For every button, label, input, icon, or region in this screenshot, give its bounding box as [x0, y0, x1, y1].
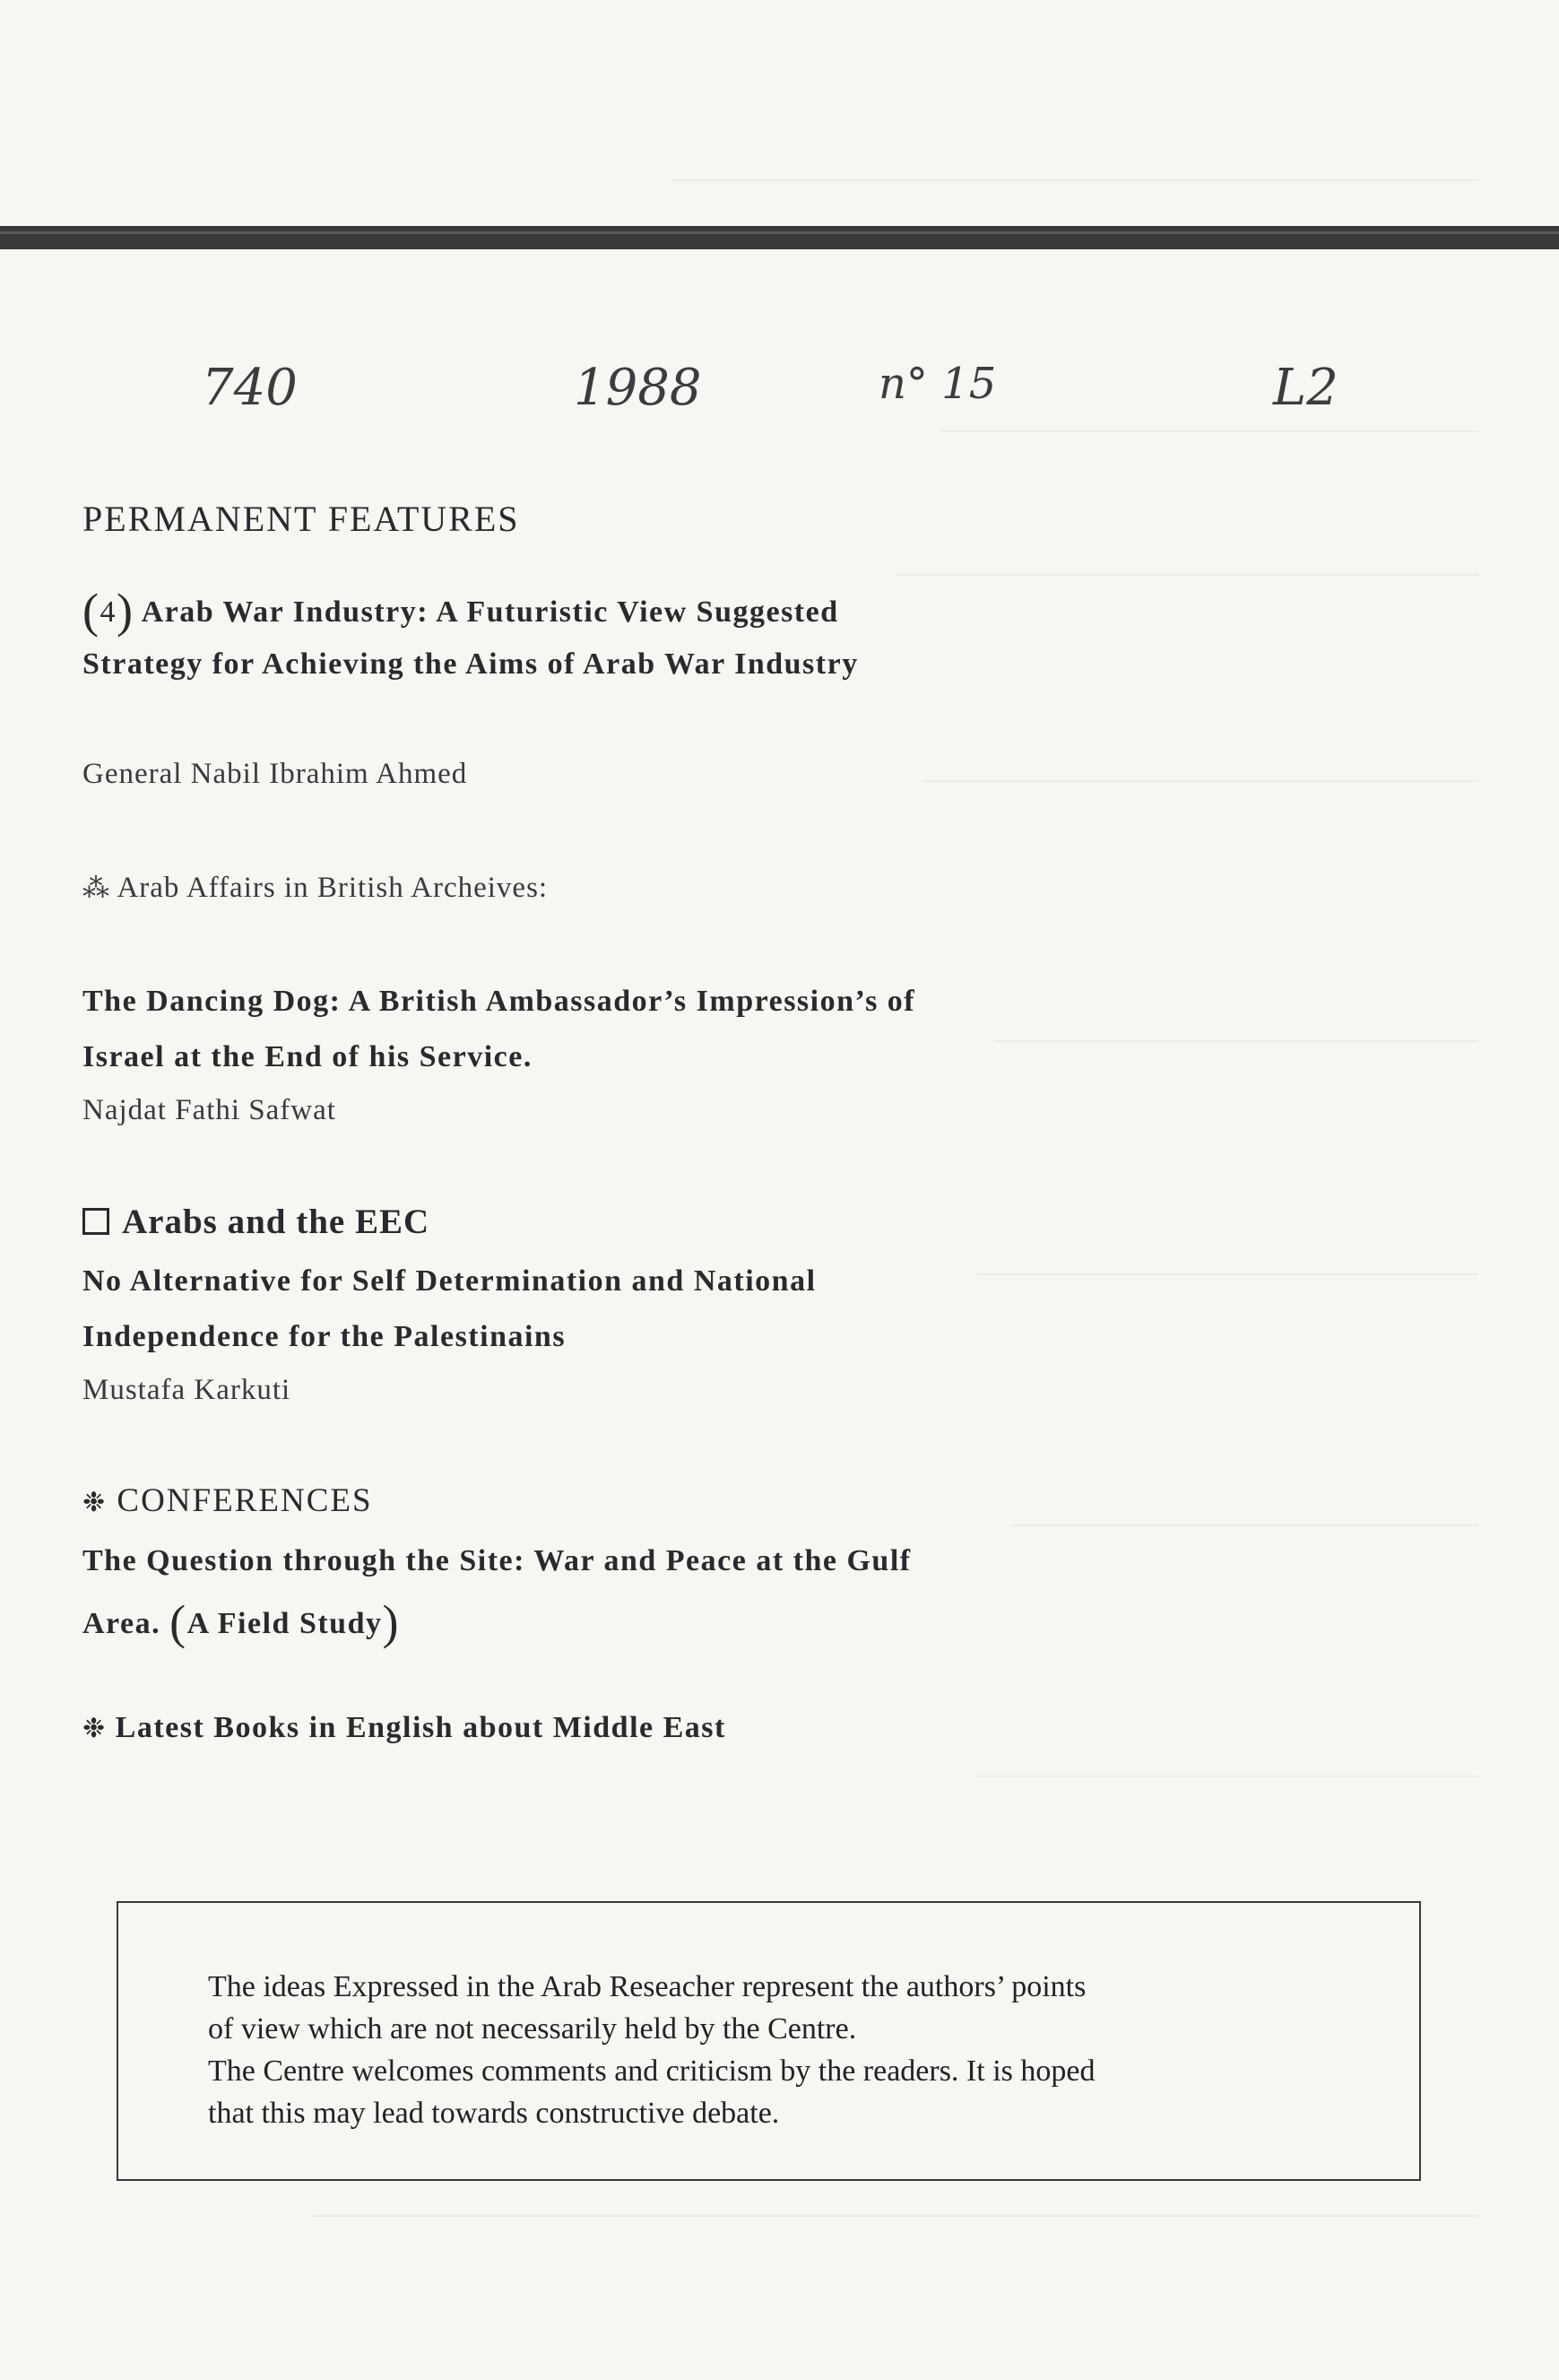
handwritten-initials: L2 — [1273, 359, 1338, 417]
eec-heading-text: Arabs and the EEC — [122, 1203, 430, 1241]
paren-open: ( — [169, 1595, 187, 1649]
bleed-through-line — [976, 1273, 1478, 1275]
bleed-through-line — [671, 179, 1478, 181]
article-number: 4 — [100, 595, 117, 629]
disclaimer-line-3: The Centre welcomes comments and criticism by the readers. It is hoped — [208, 2054, 1096, 2088]
eec-section-heading — [82, 1202, 429, 1242]
article-1-title-line-1 — [82, 583, 839, 638]
article-2-title-line-1: The Dancing Dog: A British Ambassador’s Impression’s of — [82, 985, 916, 1018]
handwritten-year: 1988 — [574, 359, 702, 417]
paren-close: ) — [116, 584, 134, 638]
asterism-icon: ⁂ — [82, 873, 110, 903]
conferences-title-line-1: The Question through the Site: War and Peace at the Gulf — [82, 1544, 912, 1577]
disclaimer-line-2: of view which are not necessarily held by the Centre. — [208, 2012, 857, 2046]
bleed-through-line — [896, 574, 1478, 576]
article-1-title-text: Arab War Industry: A Futuristic View Suggested — [141, 595, 839, 629]
disclaimer-line-4: that this may lead towards constructive debate. — [208, 2097, 780, 2130]
page-title: PERMANENT FEATURES — [82, 499, 520, 539]
square-bullet-icon — [82, 1208, 109, 1235]
article-2-author: Najdat Fathi Safwat — [82, 1094, 336, 1126]
eec-author: Mustafa Karkuti — [82, 1374, 291, 1406]
bleed-through-line — [922, 780, 1478, 782]
latest-books-text: Latest Books in English about Middle East — [115, 1711, 726, 1744]
bleed-through-line — [994, 1040, 1478, 1042]
bleed-through-line — [1012, 1524, 1478, 1526]
handwritten-code: 740 — [202, 359, 298, 417]
latest-books-heading — [82, 1711, 726, 1745]
disclaimer-line-1: The ideas Expressed in the Arab Reseacher represent the authors’ points — [208, 1970, 1087, 2003]
paren-close: ) — [382, 1595, 400, 1649]
archives-label-text: Arab Affairs in British Archeives: — [117, 872, 549, 904]
article-1-author: General Nabil Ibrahim Ahmed — [82, 758, 468, 790]
flower-asterisk-icon: ❉ — [82, 1714, 107, 1743]
archives-section-label — [82, 872, 548, 905]
header-rule-bar — [0, 226, 1559, 249]
conferences-heading-text: CONFERENCES — [117, 1482, 373, 1519]
conferences-title-paren-text: A Field Study — [186, 1607, 383, 1640]
article-2-title-line-2: Israel at the End of his Service. — [82, 1040, 533, 1073]
article-1-title-line-2: Strategy for Achieving the Aims of Arab War Industry — [82, 647, 859, 681]
flower-asterisk-icon: ❉ — [82, 1488, 108, 1517]
paren-open: ( — [82, 584, 100, 638]
conferences-title-prefix: Area. — [82, 1607, 161, 1640]
handwritten-number: n° 15 — [879, 359, 997, 409]
bleed-through-line — [313, 2215, 1478, 2217]
conferences-heading — [82, 1481, 373, 1520]
eec-title-line-1: No Alternative for Self Determination and National — [82, 1264, 817, 1298]
conferences-title-line-2 — [82, 1594, 400, 1650]
bleed-through-line — [976, 1776, 1478, 1777]
disclaimer-box — [117, 1901, 1421, 2181]
eec-title-line-2: Independence for the Palestinains — [82, 1320, 567, 1353]
bleed-through-line — [940, 430, 1478, 432]
